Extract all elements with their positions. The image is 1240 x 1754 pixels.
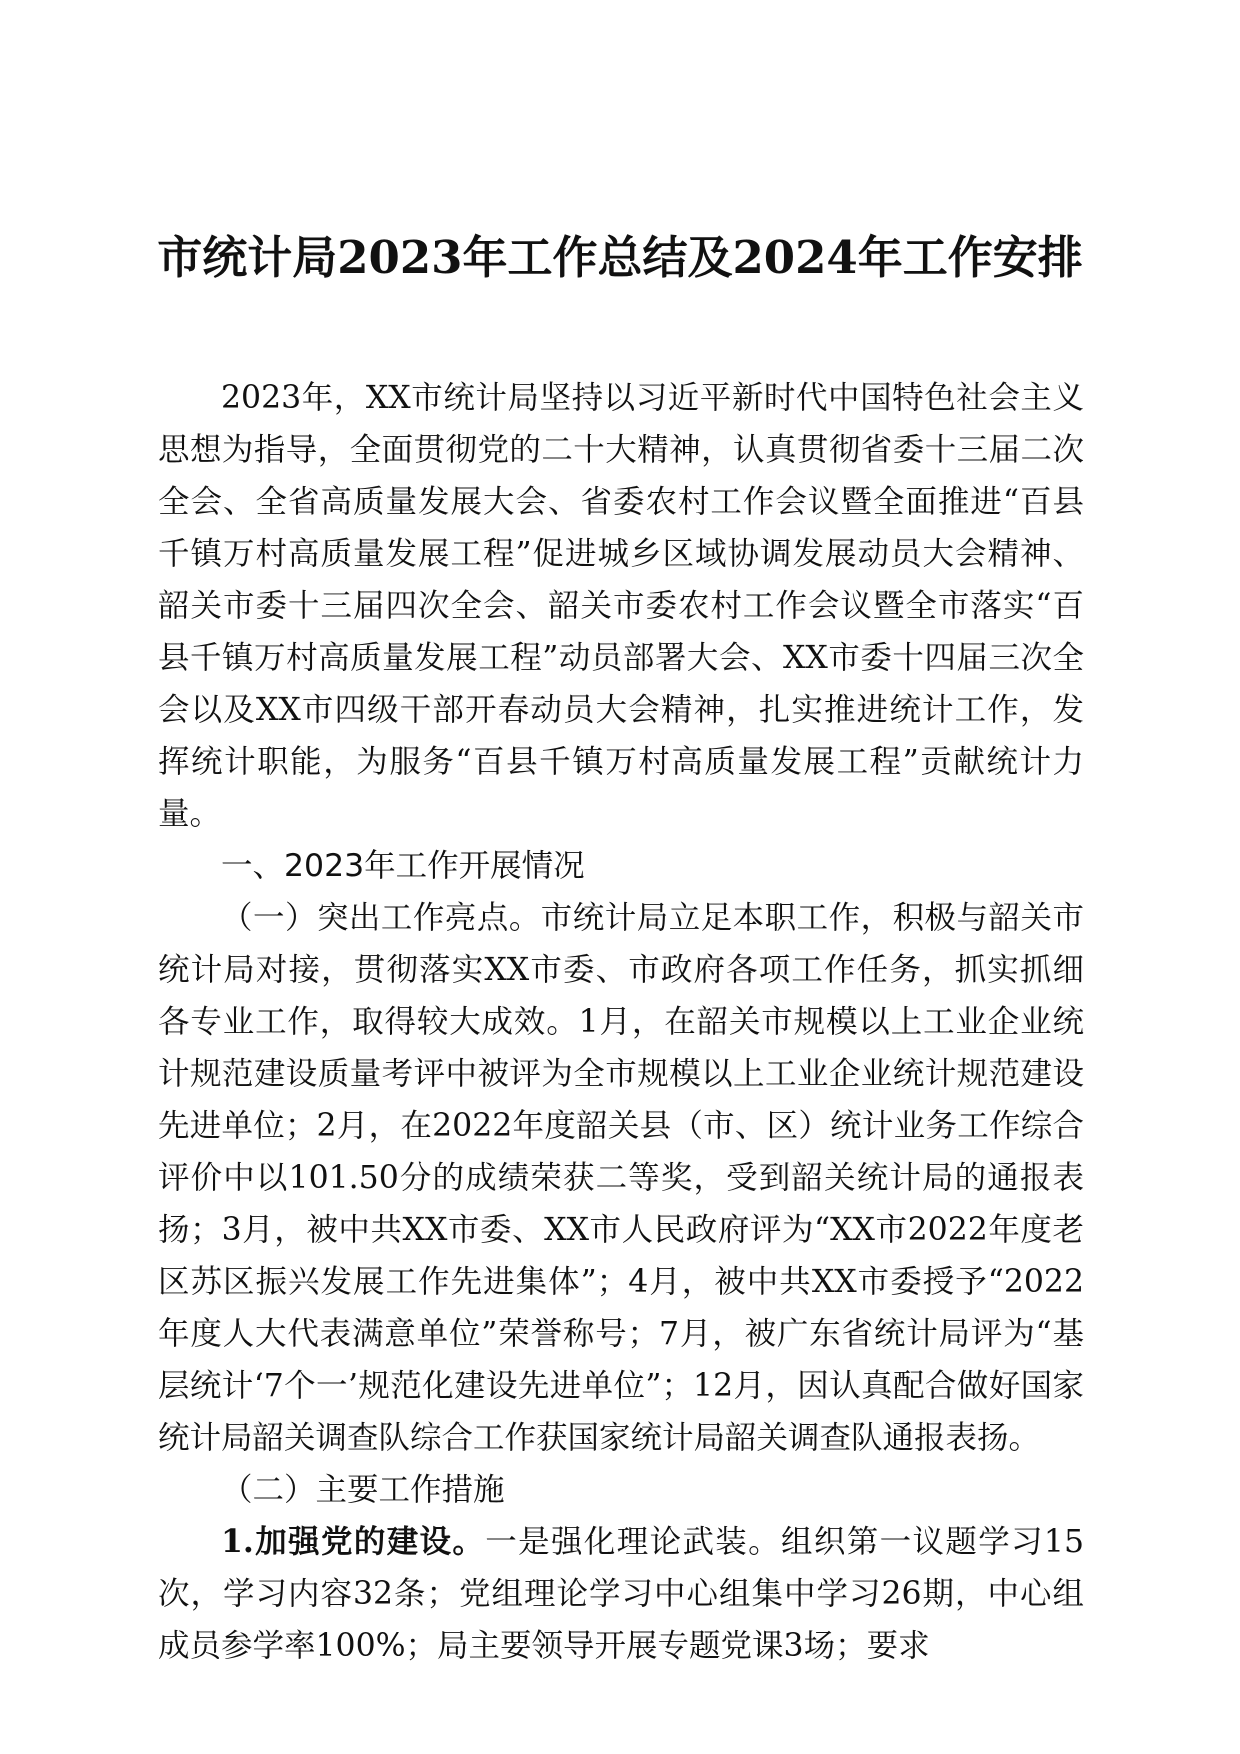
section-heading: 一、2023年工作开展情况 <box>221 848 585 884</box>
measures-heading: （二）主要工作措施 <box>221 1472 505 1508</box>
document-title: 市统计局2023年工作总结及2024年工作安排 <box>157 231 1083 284</box>
highlights-paragraph <box>158 892 1084 1464</box>
highlights-text: 市统计局立足本职工作，积极与韶关市统计局对接，贯彻落实XX市委、市政府各项工作任务，抓实抓细各专业工作，取得较大成效。1月，在韶关市规模以上工业企业统计规范建设质量考评中被评为全市规模以上工业企业统计规范建设先进单位；2月，在2022年度韶关县（市、区）统计业务工作综合评价中以101.50分的成绩荣获二等奖，受到韶关统计局的通报表扬；3月，被中共XX市委、XX市人民政府评为“XX市2022年度老区苏区振兴发展工作先进集体”；4月，被中共XX市委授予“2022年度人大代表满意单位”荣誉称号；7月，被广东省统计局评为“基层统计‘7个一’规范化建设先进单位”；12月，因认真配合做好国家统计局韶关调查队综合工作获国家统计局韶关调查队通报表扬。 <box>158 900 1084 1456</box>
highlights-lead: （一）突出工作亮点。 <box>221 900 541 936</box>
intro-paragraph: 2023年，XX市统计局坚持以习近平新时代中国特色社会主义思想为指导，全面贯彻党的二十大精神，认真贯彻省委十三届二次全会、全省高质量发展大会、省委农村工作会议暨全面推进“百县千镇万村高质量发展工程”促进城乡区域协调发展动员大会精神、韶关市委十三届四次全会、韶关市委农村工作会议暨全市落实“百县千镇万村高质量发展工程”动员部署大会、XX市委十四届三次全会以及XX市四级干部开春动员大会精神，扎实推进统计工作，发挥统计职能，为服务“百县千镇万村高质量发展工程”贡献统计力量。 <box>158 380 1084 832</box>
party-building-paragraph <box>158 1516 1084 1672</box>
party-building-text: 一是强化理论武装。组织第一议题学习15次，学习内容32条；党组理论学习中心组集中学习26期，中心组成员参学率100%；局主要领导开展专题党课3场；要求 <box>158 1524 1084 1664</box>
party-building-lead: 1.加强党的建设。 <box>221 1523 486 1560</box>
document-body <box>158 372 1084 1672</box>
